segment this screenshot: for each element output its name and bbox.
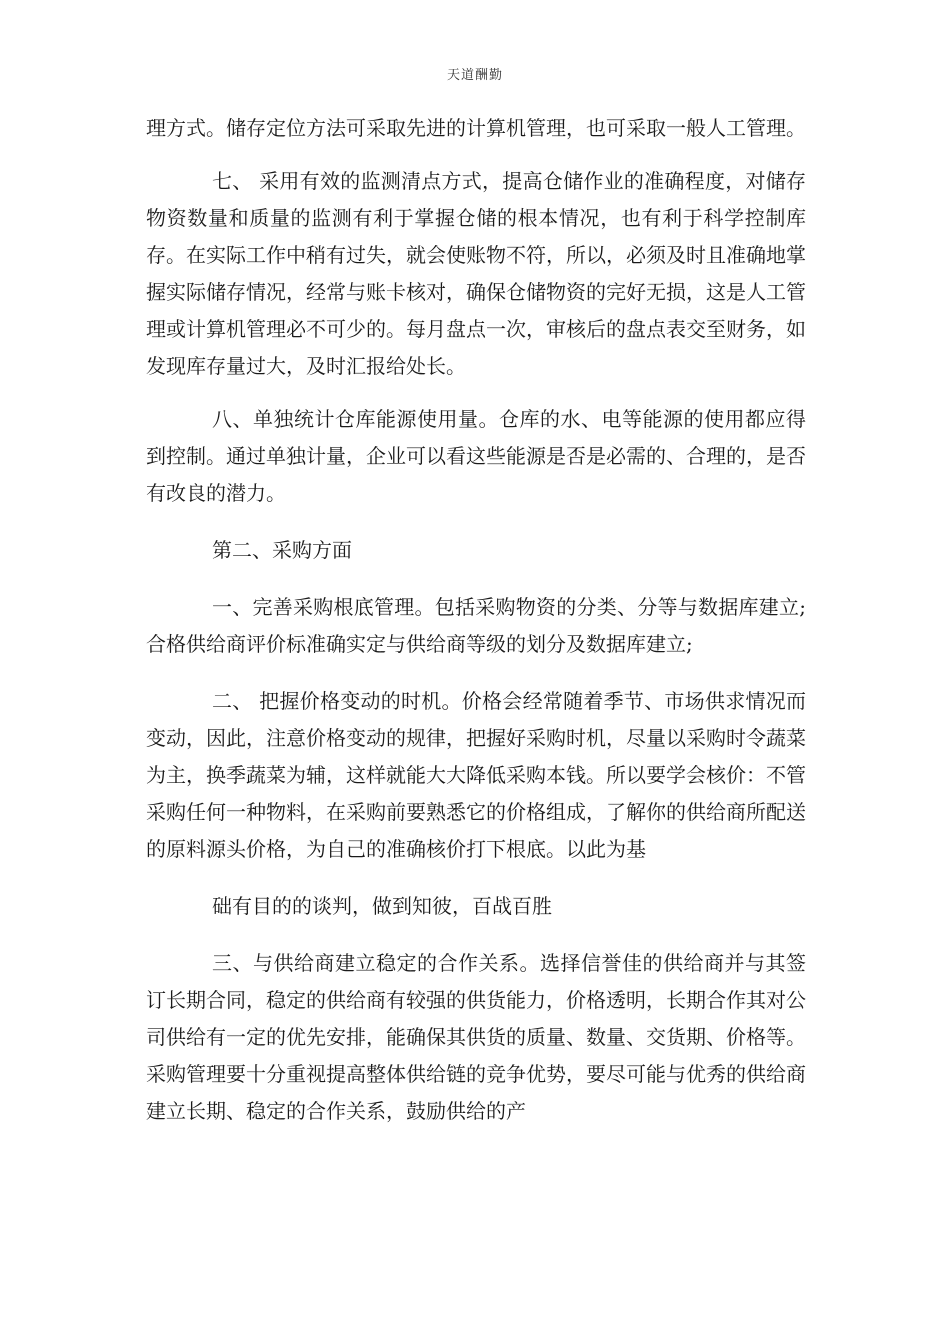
paragraph-continuation: 理方式。储存定位方法可采取先进的计算机管理，也可采取一般人工管理。 bbox=[146, 116, 806, 140]
section-heading-purchasing: 第二、采购方面 bbox=[212, 538, 352, 562]
paragraph-three: 三、与供给商建立稳定的合作关系。选择信誉佳的供给商并与其签订长期合同，稳定的供给商有较强的供货能力，价格透明，长期合作其对公司供给有一定的优先安排，能确保其供货的质量、数量、交货期、价格等。采购管理要十分重视提高整体供给链的竞争优势，要尽可能与优秀的供给商建立长期、稳定的合作关系，鼓励供给的产 bbox=[146, 951, 806, 1123]
paragraph-one: 一、完善采购根底管理。包括采购物资的分类、分等与数据库建立;合格供给商评价标准确实定与供给商等级的划分及数据库建立; bbox=[146, 595, 806, 656]
paragraph-two-continued: 础有目的的谈判，做到知彼，百战百胜 bbox=[212, 894, 552, 918]
page-header: 天道酬勤 bbox=[446, 68, 503, 83]
paragraph-seven: 七、 采用有效的监测清点方式，提高仓储作业的准确程度，对储存物资数量和质量的监测有利于掌握仓储的根本情况，也有利于科学控制库存。在实际工作中稍有过失，就会使账物不符，所以，必须及时且准确地掌握实际储存情况，经常与账卡核对，确保仓储物资的完好无损，这是人工管理或计算机管理必不可少的。每月盘点一次，审核后的盘点表交至财务，如发现库存量过大，及时汇报给处长。 bbox=[146, 169, 806, 378]
paragraph-eight: 八、单独统计仓库能源使用量。仓库的水、电等能源的使用都应得到控制。通过单独计量，企业可以看这些能源是否是必需的、合理的，是否有改良的潜力。 bbox=[146, 407, 806, 505]
document-body bbox=[146, 110, 806, 1130]
paragraph-two: 二、 把握价格变动的时机。价格会经常随着季节、市场供求情况而变动，因此，注意价格变动的规律，把握好采购时机，尽量以采购时令蔬菜为主，换季蔬菜为辅，这样就能大大降低采购本钱。所以要学会核价：不管采购任何一种物料，在采购前要熟悉它的价格组成，了解你的供给商所配送的原料源头价格，为自己的准确核价打下根底。以此为基 bbox=[146, 689, 806, 861]
